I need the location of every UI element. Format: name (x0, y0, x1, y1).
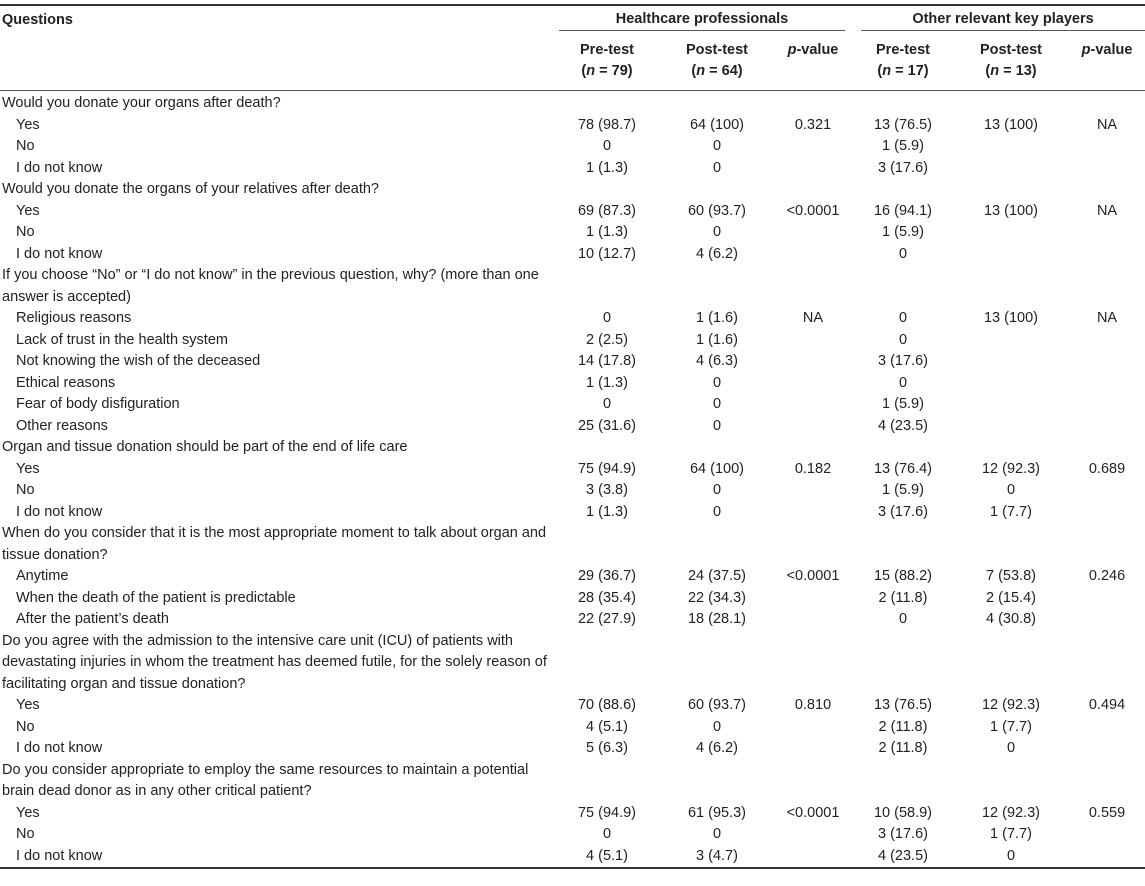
value-cell (773, 373, 853, 395)
question-row (0, 437, 1145, 459)
value-cell: 1 (7.7) (990, 826, 1032, 842)
value-cell (553, 760, 661, 803)
value-cell: 4 (23.5) (878, 417, 928, 434)
value-cell: 18 (28.1) (687, 611, 747, 627)
value-cell (553, 179, 661, 201)
answer-label: Yes (16, 697, 40, 713)
answer-label: Ethical reasons (16, 374, 116, 391)
answer-label: Yes (16, 460, 40, 477)
value-cell: 0.689 (1088, 460, 1126, 477)
value-cell: 13 (100) (983, 202, 1038, 219)
value-cell: 15 (88.2) (873, 568, 933, 584)
value-cell (773, 760, 853, 803)
value-cell (773, 179, 853, 201)
value-cell: 0 (712, 718, 722, 735)
value-cell: 28 (35.4) (577, 589, 637, 606)
value-cell (661, 265, 773, 308)
value-cell: NA (802, 310, 824, 326)
value-cell: 75 (94.9) (577, 460, 637, 477)
value-cell (553, 437, 661, 459)
value-cell: 3 (17.6) (878, 353, 928, 369)
value-cell (953, 351, 1069, 373)
answer-label: I do not know (0, 846, 553, 869)
value-cell (773, 416, 853, 438)
value-cell: 1 (1.3) (586, 374, 628, 391)
answer-row (0, 846, 1145, 869)
answer-label: No (16, 224, 35, 240)
question-text: Would you donate the organs of your relatives after death? (2, 181, 379, 197)
value-cell: 3 (17.6) (878, 503, 928, 520)
value-cell (773, 244, 853, 266)
value-cell: 60 (93.7) (687, 202, 747, 219)
subheader-n: (n = 79) (581, 63, 633, 79)
value-cell: 2 (11.8) (878, 740, 928, 756)
answer-label: When the death of the patient is predictable (16, 589, 296, 606)
value-cell (953, 416, 1069, 438)
question-text: If you choose “No” or “I do not know” in the previous question, why? (more than one answer is accepted) (2, 267, 539, 305)
value-cell: 1 (1.6) (696, 310, 738, 326)
value-cell (1069, 824, 1145, 846)
value-cell (953, 330, 1069, 352)
value-cell: 13 (76.4) (873, 460, 933, 477)
value-cell: 12 (92.3) (981, 460, 1041, 477)
value-cell (953, 394, 1069, 416)
answer-label: No (16, 138, 35, 154)
value-cell: 0 (898, 310, 908, 326)
answer-label: Not knowing the wish of the deceased (16, 353, 261, 369)
value-cell: 0 (712, 374, 722, 391)
value-cell (1069, 222, 1145, 244)
question-row (0, 91, 1145, 115)
value-cell (853, 265, 953, 308)
value-cell (661, 631, 773, 696)
answer-label: I do not know (16, 740, 103, 756)
value-cell (1069, 609, 1145, 631)
answer-label: Yes (16, 804, 40, 821)
value-cell: 12 (92.3) (981, 697, 1041, 713)
value-cell (553, 631, 661, 696)
value-cell: 78 (98.7) (577, 116, 637, 133)
answer-label: Fear of body disfiguration (16, 396, 180, 412)
value-cell (953, 265, 1069, 308)
value-cell: 4 (5.1) (586, 718, 628, 735)
value-cell (1069, 91, 1145, 115)
value-cell: 1 (1.3) (586, 503, 628, 520)
value-cell (661, 91, 773, 115)
value-cell (773, 136, 853, 158)
question-row (0, 265, 1145, 308)
answer-label: Yes (16, 116, 40, 133)
value-cell (773, 588, 853, 610)
value-cell: <0.0001 (786, 804, 840, 821)
value-cell (1069, 523, 1145, 566)
answer-label: No (16, 718, 35, 735)
value-cell: 1 (1.3) (586, 159, 628, 176)
answer-row (0, 738, 1145, 760)
value-cell: 0 (602, 396, 612, 412)
value-cell (553, 91, 661, 115)
answer-label: Anytime (16, 568, 69, 584)
value-cell (1069, 265, 1145, 308)
value-cell: 0 (712, 224, 722, 240)
value-cell: <0.0001 (786, 202, 840, 219)
value-cell: 0 (898, 245, 908, 262)
answer-row (0, 158, 1145, 180)
value-cell: 16 (94.1) (873, 202, 933, 219)
value-cell (773, 738, 853, 760)
value-cell: 0 (898, 331, 908, 348)
answer-row (0, 588, 1145, 610)
question-text: When do you consider that it is the most appropriate moment to talk about organ and tissue donation? (2, 525, 547, 563)
value-cell (953, 523, 1069, 566)
value-cell (773, 824, 853, 846)
value-cell: 2 (15.4) (986, 589, 1036, 606)
value-cell: 3 (3.8) (586, 482, 628, 498)
answer-row (0, 566, 1145, 588)
value-cell (1069, 480, 1145, 502)
value-cell (953, 91, 1069, 115)
value-cell: 13 (100) (983, 116, 1038, 133)
answer-label: Other reasons (16, 417, 108, 434)
value-cell (1069, 588, 1145, 610)
value-cell: 24 (37.5) (687, 568, 747, 584)
subheader-cell (853, 34, 953, 91)
value-cell (773, 91, 853, 115)
value-cell (953, 437, 1069, 459)
value-cell: 0 (898, 611, 908, 627)
subheader-n: (n = 13) (985, 63, 1037, 79)
subheader-cell (773, 34, 853, 91)
value-cell: 1 (7.7) (990, 718, 1032, 735)
value-cell: 13 (100) (983, 310, 1038, 326)
answer-row (0, 459, 1145, 481)
value-cell: 0 (898, 374, 908, 391)
value-cell (1069, 717, 1145, 739)
answer-row (0, 244, 1145, 266)
value-cell: 69 (87.3) (577, 202, 637, 219)
value-cell (853, 631, 953, 696)
value-cell: 0 (712, 503, 722, 520)
value-cell (1069, 373, 1145, 395)
answer-row (0, 115, 1145, 137)
value-cell: 10 (58.9) (873, 804, 933, 821)
value-cell: 25 (31.6) (577, 417, 637, 434)
answer-label: No (16, 482, 35, 498)
value-cell: 1 (1.6) (696, 331, 738, 348)
subheader-cell (1069, 34, 1145, 91)
subheader-cell (953, 34, 1069, 91)
value-cell (773, 351, 853, 373)
value-cell: 5 (6.3) (586, 740, 628, 756)
value-cell: 0 (1006, 740, 1016, 756)
value-cell (661, 523, 773, 566)
value-cell (953, 158, 1069, 180)
value-cell: 0.494 (1088, 697, 1126, 713)
value-cell: 1 (1.3) (586, 224, 628, 240)
value-cell: NA (1096, 116, 1118, 133)
value-cell: 0.182 (794, 460, 832, 477)
value-cell (853, 179, 953, 201)
answer-label: After the patient’s death (16, 611, 169, 627)
value-cell: 4 (30.8) (986, 611, 1036, 627)
answer-label: Yes (16, 202, 40, 219)
value-cell: 75 (94.9) (577, 804, 637, 821)
value-cell (1069, 416, 1145, 438)
subheader-n: (n = 17) (877, 63, 929, 79)
value-cell: 0.246 (1088, 568, 1126, 584)
value-cell (1069, 244, 1145, 266)
value-cell (953, 631, 1069, 696)
answer-row (0, 717, 1145, 739)
value-cell: 2 (2.5) (586, 331, 628, 348)
subheader-label: Pre-test (876, 42, 930, 58)
value-cell: 22 (27.9) (577, 611, 637, 627)
value-cell: 0 (602, 310, 612, 326)
value-cell: <0.0001 (786, 568, 840, 584)
value-cell (773, 480, 853, 502)
value-cell: 1 (5.9) (882, 482, 924, 498)
answer-label: No (16, 826, 35, 842)
value-cell: NA (1096, 310, 1118, 326)
survey-table (0, 4, 1145, 869)
question-text: Do you agree with the admission to the intensive care unit (ICU) of patients with devastating injuries in whom the treatment has deemed futile, for the solely reason of facilitating organ and tissue donation? (2, 632, 547, 692)
value-cell: NA (1096, 202, 1118, 219)
answer-label: Religious reasons (16, 310, 132, 326)
value-cell (1069, 330, 1145, 352)
value-cell: 3 (17.6) (878, 159, 928, 176)
value-cell: 70 (88.6) (577, 697, 637, 713)
value-cell: 1 (5.9) (882, 396, 924, 412)
answer-row (0, 502, 1145, 524)
question-row (0, 523, 1145, 566)
value-cell (661, 760, 773, 803)
answer-label: I do not know (16, 503, 103, 520)
value-cell: 0 (712, 417, 722, 434)
value-cell (853, 437, 953, 459)
value-cell (1069, 437, 1145, 459)
value-cell (953, 760, 1069, 803)
value-cell: 13 (76.5) (873, 697, 933, 713)
answer-label: I do not know (16, 245, 103, 262)
value-cell (773, 609, 853, 631)
value-cell: 4 (6.2) (696, 740, 738, 756)
value-cell (953, 244, 1069, 266)
value-cell: 64 (100) (689, 116, 744, 133)
group-header: Healthcare professionals (553, 5, 853, 34)
value-cell (773, 330, 853, 352)
value-cell: 0 (712, 138, 722, 154)
answer-row (0, 330, 1145, 352)
value-cell (1069, 158, 1145, 180)
value-cell: 22 (34.3) (687, 589, 747, 606)
answer-row (0, 480, 1145, 502)
answer-row (0, 824, 1145, 846)
value-cell (773, 394, 853, 416)
subheader-label: Pre-test (580, 42, 634, 58)
value-cell (773, 846, 853, 869)
answer-row (0, 308, 1145, 330)
subheader-pvalue: p-value (787, 42, 839, 58)
value-cell (953, 179, 1069, 201)
question-text: Organ and tissue donation should be part of the end of life care (2, 439, 408, 455)
value-cell (773, 631, 853, 696)
value-cell: 0.559 (1088, 804, 1126, 821)
subheader-label: Post-test (979, 42, 1043, 58)
answer-row (0, 416, 1145, 438)
subheader-n: (n = 64) (691, 63, 743, 79)
value-cell: 0.321 (794, 116, 832, 133)
value-cell (773, 265, 853, 308)
subheader-cell (661, 34, 773, 91)
answer-row (0, 803, 1145, 825)
value-cell (953, 136, 1069, 158)
value-cell: 29 (36.7) (577, 568, 637, 584)
question-text: Do you consider appropriate to employ the same resources to maintain a potential brain dead donor as in any other critical patient? (2, 761, 529, 799)
question-row (0, 631, 1145, 696)
subheader-label: Post-test (685, 42, 749, 58)
value-cell (553, 523, 661, 566)
value-cell (1069, 502, 1145, 524)
value-cell: 60 (93.7) (687, 697, 747, 713)
value-cell: 0 (1006, 482, 1016, 498)
answer-label: I do not know (16, 159, 103, 176)
value-cell (853, 760, 953, 803)
value-cell: 61 (95.3) (687, 804, 747, 821)
value-cell: 0 (712, 396, 722, 412)
subheader-pvalue: p-value (1081, 42, 1133, 58)
value-cell (773, 437, 853, 459)
value-cell: 3 (17.6) (878, 826, 928, 842)
value-cell (853, 91, 953, 115)
value-cell (953, 373, 1069, 395)
value-cell (1069, 846, 1145, 869)
question-text: Would you donate your organs after death? (2, 95, 281, 111)
answer-row (0, 394, 1145, 416)
value-cell: 1 (5.9) (882, 224, 924, 240)
value-cell (953, 222, 1069, 244)
answer-row (0, 201, 1145, 223)
value-cell: 0 (712, 159, 722, 176)
value-cell (1069, 136, 1145, 158)
value-cell: 4 (6.3) (696, 353, 738, 369)
value-cell: 0.810 (794, 697, 832, 713)
value-cell: 64 (100) (689, 460, 744, 477)
answer-row (0, 609, 1145, 631)
value-cell: 4 (6.2) (696, 245, 738, 262)
value-cell (1069, 351, 1145, 373)
value-cell: 0 (953, 846, 1069, 869)
value-cell: 0 (712, 482, 722, 498)
value-cell (853, 523, 953, 566)
question-row (0, 760, 1145, 803)
value-cell: 0 (712, 826, 722, 842)
answer-row (0, 136, 1145, 158)
value-cell: 1 (7.7) (990, 503, 1032, 520)
answer-row (0, 373, 1145, 395)
value-cell (1069, 631, 1145, 696)
value-cell: 4 (23.5) (853, 846, 953, 869)
answer-row (0, 222, 1145, 244)
value-cell: 12 (92.3) (981, 804, 1041, 821)
value-cell: 14 (17.8) (577, 353, 637, 369)
value-cell (773, 502, 853, 524)
value-cell (661, 437, 773, 459)
value-cell: 13 (76.5) (873, 116, 933, 133)
value-cell (661, 179, 773, 201)
value-cell (773, 158, 853, 180)
value-cell: 7 (53.8) (986, 568, 1036, 584)
value-cell (1069, 738, 1145, 760)
value-cell (773, 717, 853, 739)
questions-header: Questions (0, 5, 553, 91)
value-cell (773, 222, 853, 244)
value-cell: 2 (11.8) (878, 718, 928, 735)
value-cell: 0 (602, 826, 612, 842)
value-cell: 0 (602, 138, 612, 154)
answer-row (0, 695, 1145, 717)
value-cell: 10 (12.7) (577, 245, 637, 262)
value-cell: 2 (11.8) (878, 589, 928, 606)
value-cell: 1 (5.9) (882, 138, 924, 154)
value-cell: 4 (5.1) (553, 846, 661, 869)
value-cell (1069, 760, 1145, 803)
value-cell (1069, 179, 1145, 201)
subheader-cell (553, 34, 661, 91)
group-header: Other relevant key players (853, 5, 1145, 34)
question-row (0, 179, 1145, 201)
answer-row (0, 351, 1145, 373)
value-cell (773, 523, 853, 566)
value-cell (553, 265, 661, 308)
answer-label: Lack of trust in the health system (16, 331, 228, 348)
value-cell: 3 (4.7) (661, 846, 773, 869)
value-cell (1069, 394, 1145, 416)
